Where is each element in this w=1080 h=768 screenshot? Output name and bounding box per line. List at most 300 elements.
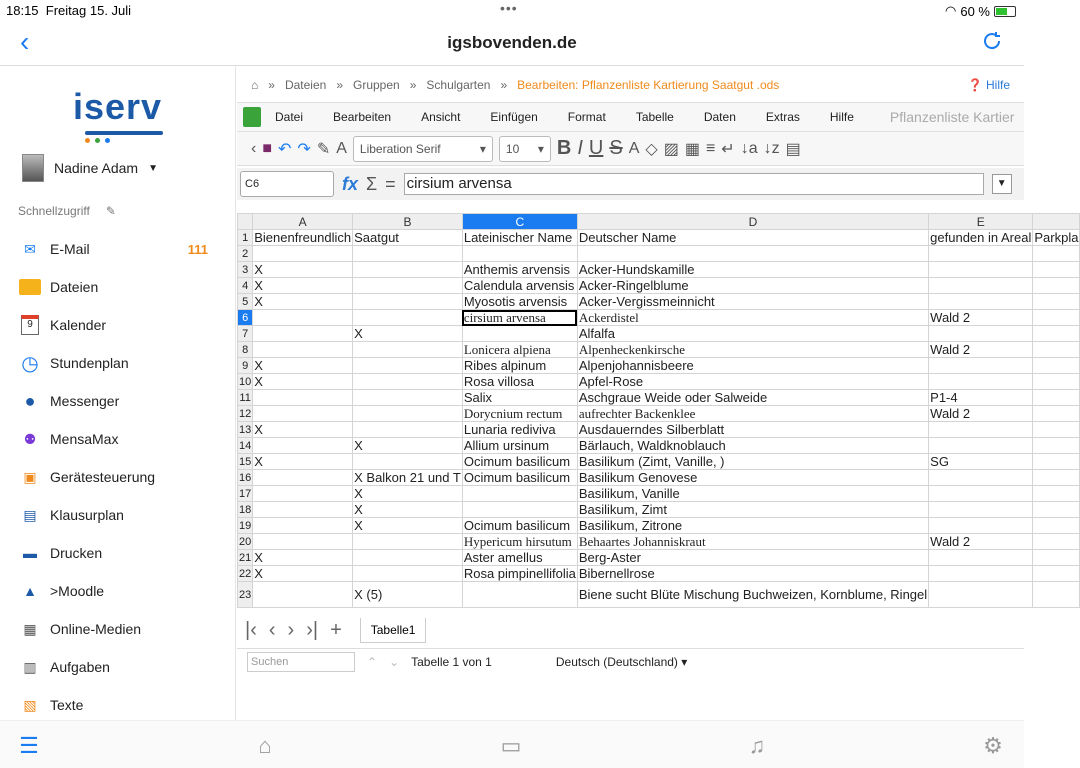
cell[interactable]: Basilikum, Zimt [577,502,928,518]
row-header[interactable]: 10 [239,375,252,388]
cell[interactable] [462,246,577,262]
menu-view[interactable]: Ansicht [421,110,461,124]
strikethrough-icon[interactable]: S [609,137,623,159]
name-box[interactable]: C6 [240,171,334,197]
table-row [238,502,1080,518]
cell[interactable]: Saatgut [353,230,463,246]
cell[interactable]: X [353,502,463,518]
menu-file[interactable]: Datei [275,110,304,124]
cell[interactable]: Basilikum (Zimt, Vanille, ) [577,454,928,470]
column-header[interactable]: D [577,214,928,230]
row-header[interactable]: 14 [239,439,252,452]
quick-access [18,204,116,218]
cell[interactable]: Behaartes Johanniskraut [577,534,928,550]
cell[interactable] [462,502,577,518]
printer-icon: ▬ [23,545,37,561]
cell[interactable] [353,278,463,294]
table-row [238,278,1080,294]
cell[interactable]: Basilikum, Vanille [577,486,928,502]
cell[interactable]: X [253,262,353,278]
cell[interactable] [353,262,463,278]
cell[interactable] [1033,342,1080,358]
formula-equals-icon[interactable]: = [385,173,396,194]
column-header[interactable]: B [353,214,463,230]
battery-percent: 60 % [960,3,990,19]
cell[interactable] [929,550,1033,566]
sort-descending-icon[interactable]: ↓z [763,139,780,157]
cell[interactable] [1033,518,1080,534]
clear-formatting-icon[interactable]: A [336,139,347,157]
home-icon[interactable]: ⌂ [251,78,259,92]
cell[interactable] [1033,326,1080,342]
help-link[interactable] [968,78,1010,92]
cell[interactable]: X [353,438,463,454]
sidebar-item-timetable[interactable] [18,344,228,382]
cell[interactable] [929,470,1033,486]
browser-navbar [0,20,1024,66]
cell[interactable]: Allium ursinum [462,438,577,454]
clone-formatting-icon[interactable]: ✎ [316,140,331,158]
table-row [238,262,1080,278]
cell[interactable]: Basilikum Genovese [577,470,928,486]
cell[interactable] [929,326,1033,342]
cell[interactable]: Wald 2 [929,342,1033,358]
cell[interactable]: X [353,486,463,502]
row-header[interactable]: 6 [238,310,253,326]
cell[interactable] [577,246,928,262]
table-row [238,534,1080,550]
cell[interactable] [253,246,353,262]
cell[interactable] [1033,262,1080,278]
cell[interactable]: Deutscher Name [577,230,928,246]
spreadsheet-grid [237,213,1080,608]
cell[interactable]: Berg-Aster [577,550,928,566]
cell[interactable] [929,486,1033,502]
cell[interactable] [1033,406,1080,422]
sidebar-item-label: Dateien [50,279,99,295]
cell[interactable]: Ausdauerndes Silberblatt [577,422,928,438]
sidebar-item-label: Texte [50,697,84,713]
help-label: Hilfe [985,78,1010,92]
cell[interactable] [353,566,463,582]
cell[interactable] [462,582,577,608]
table-row [238,342,1080,358]
sidebar [0,66,236,720]
cell[interactable] [1033,582,1080,608]
cell[interactable] [253,342,353,358]
cell[interactable] [353,374,463,390]
cell[interactable]: Aster amellus [462,550,577,566]
row-header[interactable]: 7 [238,326,253,342]
iserv-logo[interactable]: iserv [73,86,165,138]
row-header[interactable]: 12 [239,407,252,420]
table-row [238,454,1080,470]
cell[interactable]: Lateinischer Name [462,230,577,246]
cell[interactable]: P1-4 [929,390,1033,406]
sheet-tab[interactable]: Tabelle1 [360,618,427,643]
sidebar-item-devices[interactable] [18,458,228,496]
row-header[interactable]: 23 [238,582,253,608]
cell[interactable] [929,566,1033,582]
cell[interactable] [1033,374,1080,390]
menu-insert[interactable]: Einfügen [490,110,538,124]
sidebar-item-print[interactable] [18,534,228,572]
breadcrumb-item[interactable]: Gruppen [353,78,400,92]
cell[interactable]: Dorycnium rectum [462,406,577,422]
cell[interactable] [253,438,353,454]
cell[interactable] [1033,422,1080,438]
last-sheet-icon[interactable]: ›| [306,618,319,641]
background-color-icon[interactable]: ▨ [663,140,679,158]
sort-ascending-icon[interactable]: ↓a [740,139,758,157]
cell[interactable] [462,326,577,342]
main-content [237,66,1079,720]
function-wizard-icon[interactable]: fx [342,173,359,194]
table-row [238,374,1080,390]
cell[interactable]: gefunden in Areal [930,229,1032,245]
cell[interactable]: Acker-Ringelblume [577,278,928,294]
cell[interactable]: Alfalfa [577,326,928,342]
column-header[interactable]: E [929,214,1033,230]
cell[interactable]: X [253,358,353,374]
cell[interactable]: Rosa pimpinellifolia [463,565,576,581]
font-size-value: 10 [505,141,520,156]
cell[interactable] [353,454,463,470]
table-row [238,310,1080,326]
borders-icon[interactable]: ▦ [684,140,700,158]
sidebar-item-label: >Moodle [50,583,105,599]
row-header[interactable]: 3 [238,262,253,278]
cell[interactable] [353,294,463,310]
cell[interactable]: Acker-Hundskamille [577,262,928,278]
table-row [238,438,1080,454]
menu-edit[interactable]: Bearbeiten [333,110,392,124]
cell[interactable]: Parkpla [1034,229,1079,245]
cell[interactable] [353,406,463,422]
insert-table-icon[interactable]: ▤ [785,140,801,158]
expand-formula-icon[interactable]: ▼ [992,174,1012,194]
table-row [238,566,1080,582]
sidebar-item-label: MensaMax [50,431,119,447]
cell[interactable] [1033,550,1080,566]
cell[interactable] [353,310,463,326]
chevron-left-icon[interactable]: ‹ [251,139,257,157]
calc-app-icon [243,107,261,127]
cell[interactable]: Ocimum basilicum [462,470,577,486]
row-header[interactable]: 1 [238,230,253,246]
cell[interactable]: X Balkon 21 und T [354,469,461,485]
corner-cell[interactable] [238,214,253,230]
underline-icon[interactable]: U [588,137,604,159]
add-sheet-icon[interactable]: + [330,618,342,641]
cell[interactable]: Wald 2 [929,406,1033,422]
cell[interactable] [1033,438,1080,454]
cell[interactable]: X [253,278,353,294]
redo-icon[interactable]: ↷ [297,140,311,158]
cell[interactable]: X [253,422,353,438]
cell[interactable]: SG [929,454,1033,470]
sidebar-item-exams[interactable] [18,496,228,534]
cell[interactable]: Aschgraue Weide oder Salweide [577,390,928,406]
cell[interactable] [253,502,353,518]
align-icon[interactable]: ≡ [705,139,716,157]
folder-icon [18,276,42,298]
cell[interactable]: Ackerdistel [577,310,928,326]
sidebar-item-messenger[interactable] [18,382,228,420]
chevron-down-icon: ▾ [479,141,486,156]
cell[interactable]: X [253,374,353,390]
cell[interactable]: Lunaria rediviva [462,422,577,438]
cell[interactable]: Basilikum, Zitrone [577,518,928,534]
row-header[interactable]: 19 [239,519,252,532]
sidebar-item-tasks[interactable] [18,648,228,686]
font-name-value: Liberation Serif [359,141,441,156]
cell[interactable]: Anthemis arvensis [462,262,577,278]
sidebar-item-texts[interactable] [18,686,228,724]
cell[interactable]: Wald 2 [929,310,1033,326]
cell[interactable]: X [253,294,353,310]
cell[interactable] [929,374,1033,390]
cell[interactable]: Bienenfreundlich [254,229,352,245]
italic-icon[interactable]: I [577,137,583,159]
cell[interactable] [462,486,577,502]
cell[interactable]: Myosotis arvensis [462,294,577,310]
font-size-select[interactable] [499,136,551,162]
cell[interactable] [253,310,353,326]
cell[interactable] [929,502,1033,518]
cell[interactable] [353,342,463,358]
sidebar-item-calendar[interactable] [18,306,228,344]
row-header[interactable]: 15 [239,455,252,468]
sidebar-item-files[interactable] [18,268,228,306]
cell[interactable] [353,422,463,438]
back-icon[interactable]: ‹ [20,26,30,57]
cell[interactable]: Ribes alpinum [462,358,577,374]
menu-tools[interactable]: Extras [765,110,800,124]
cell[interactable] [253,326,353,342]
cell[interactable] [353,534,463,550]
cell[interactable]: X (5) [353,582,463,608]
status-bar [0,0,1024,20]
avatar [22,154,44,182]
sidebar-item-label: Kalender [50,317,107,333]
font-name-select[interactable] [353,136,493,162]
row-header[interactable]: 16 [239,471,252,484]
cell[interactable] [929,358,1033,374]
url-label: igsbovenden.de [447,33,577,52]
sidebar-item-email[interactable] [18,230,228,268]
cell[interactable] [253,486,353,502]
font-color-icon[interactable]: A [628,139,640,157]
cell[interactable]: Biene sucht Blüte Mischung Buchweizen, Kornblume, Ringel [577,582,928,608]
cell[interactable]: X [353,326,463,342]
cell[interactable] [929,438,1033,454]
cell[interactable] [1033,278,1080,294]
sidebar-item-moodle[interactable] [18,572,228,610]
cell[interactable]: X [253,550,353,566]
bell-icon[interactable]: ♫ [748,733,766,758]
cell[interactable] [1033,390,1080,406]
formula-input[interactable]: cirsium arvensa [404,173,984,195]
sidebar-item-media[interactable] [18,610,228,648]
cell[interactable] [1033,534,1080,550]
cell[interactable] [253,534,353,550]
save-icon[interactable]: ■ [262,139,272,157]
cell[interactable] [253,582,353,608]
menu-help[interactable]: Hilfe [829,110,854,124]
cell[interactable] [929,278,1033,294]
reload-icon[interactable] [980,29,1004,53]
table-row [238,422,1080,438]
multitask-dots-icon[interactable]: ••• [500,0,518,16]
wifi-icon: ◠ [945,3,957,18]
chevron-down-icon: ▾ [537,141,544,156]
row-header[interactable]: 8 [238,342,253,358]
sheet-tabs-bar [237,616,1024,644]
cell[interactable] [1033,566,1080,582]
cell[interactable] [929,582,1033,608]
row-header[interactable]: 18 [239,503,252,516]
cell[interactable] [929,518,1033,534]
cell[interactable] [353,358,463,374]
table-row [238,326,1080,342]
cell[interactable]: Apfel-Rose [577,374,928,390]
column-header[interactable]: A [253,214,353,230]
language-value: Deutsch (Deutschland) [555,654,678,669]
row-header[interactable]: 2 [238,246,253,262]
document-title: Pflanzenliste Kartier [889,109,1015,125]
cell[interactable]: cirsium arvensa [462,310,577,326]
cell[interactable]: X [353,518,463,534]
document-icon: ▧ [23,696,37,713]
cell[interactable]: Bibernellrose [577,566,928,582]
row-header[interactable]: 9 [238,358,253,374]
mensamax-icon: ⚉ [23,430,37,447]
next-sheet-icon[interactable]: › [287,618,295,641]
table-row [238,550,1080,566]
cell[interactable]: Ocimum basilicum [462,518,577,534]
breadcrumb-item[interactable]: Schulgarten [426,78,491,92]
devices-icon: ▣ [23,468,37,485]
cell[interactable]: Rosa villosa [462,374,577,390]
user-name: Nadine Adam [54,160,139,176]
prev-sheet-icon[interactable]: ‹ [268,618,276,641]
table-row [238,582,1080,608]
row-header[interactable]: 21 [239,551,252,564]
cell[interactable]: X [253,454,353,470]
cell[interactable]: Acker-Vergissmeinnicht [577,294,928,310]
user-menu[interactable] [22,154,158,182]
wrap-text-icon[interactable]: ↵ [721,140,735,158]
cell[interactable] [1033,454,1080,470]
menu-sheet[interactable]: Tabelle [635,110,674,124]
menu-data[interactable]: Daten [703,110,736,124]
clock-icon: ◷ [21,352,39,375]
cell[interactable] [1033,246,1080,262]
bold-icon[interactable]: B [556,137,572,159]
cell[interactable]: X [253,566,353,582]
chat-icon[interactable]: ▭ [500,733,522,758]
settings-gear-icon[interactable]: ⚙ [983,733,1003,758]
language-select[interactable]: Deutsch (Deutschland) ▾ [555,654,688,669]
clipboard-icon: ▥ [23,658,37,675]
row-header[interactable]: 20 [239,535,252,548]
cell[interactable] [253,406,353,422]
row-header[interactable]: 4 [238,278,253,294]
cell[interactable] [1033,294,1080,310]
row-header[interactable]: 22 [239,567,252,580]
cell[interactable] [253,470,353,486]
cell[interactable]: Calendula arvensis [462,278,577,294]
table-row [238,518,1080,534]
quick-access-label: Schnellzugriff [18,204,90,218]
cell[interactable] [253,390,353,406]
cell[interactable] [1033,470,1080,486]
battery-icon [994,6,1016,17]
breadcrumb: ⌂ » Dateien » Gruppen » Schulgarten » Bearbeiten: Pflanzenliste Kartierung Saatgut .ods [251,78,780,92]
row-header[interactable]: 5 [238,294,253,310]
cell[interactable] [253,518,353,534]
cell[interactable] [1033,486,1080,502]
cell[interactable]: Alpenjohannisbeere [577,358,928,374]
home-icon[interactable]: ⌂ [258,733,272,758]
row-header[interactable]: 11 [239,391,251,404]
cell[interactable] [929,422,1033,438]
status-line [237,648,1024,674]
cell[interactable] [929,294,1033,310]
search-next-icon[interactable]: ⌄ [389,654,400,669]
menu-format[interactable]: Format [567,110,606,124]
cell[interactable]: Alpenheckenkirsche [577,342,928,358]
envelope-icon: ✉ [24,240,36,257]
cell[interactable]: Lonicera alpiena [462,342,577,358]
cell[interactable] [353,550,463,566]
cell[interactable] [929,246,1033,262]
cell[interactable] [353,390,463,406]
breadcrumb-item[interactable]: Dateien [284,78,327,92]
pencil-icon[interactable]: ✎ [105,204,116,218]
first-sheet-icon[interactable]: |‹ [245,618,257,641]
cell[interactable] [1033,310,1080,326]
status-time: 18:15 Freitag 15. Juli [6,3,132,18]
column-header[interactable]: C [462,214,577,230]
row-header[interactable]: 17 [239,487,252,500]
search-prev-icon[interactable]: ⌃ [367,654,378,669]
highlight-icon[interactable]: ◇ [645,140,658,158]
cell[interactable]: aufrechter Backenklee [577,406,928,422]
cell[interactable] [1033,502,1080,518]
cell[interactable] [929,262,1033,278]
cell[interactable]: Ocimum basilicum [462,454,577,470]
caret-down-icon: ▼ [148,162,158,174]
sum-icon[interactable]: Σ [366,173,378,194]
sidebar-item-mensamax[interactable] [18,420,228,458]
undo-icon[interactable]: ↶ [278,140,292,158]
row-header[interactable]: 13 [239,423,252,436]
cell[interactable]: Bärlauch, Waldknoblauch [577,438,928,454]
hamburger-menu-icon[interactable]: ☰ [19,733,39,758]
sidebar-item-label: Klausurplan [50,507,124,523]
cell[interactable] [1033,358,1080,374]
search-input[interactable]: Suchen [247,652,355,672]
column-header[interactable] [1033,214,1080,230]
exam-plan-icon: ▤ [23,506,37,523]
cell[interactable]: Salix [462,390,577,406]
cell[interactable]: Wald 2 [929,534,1033,550]
table-row [238,470,1080,486]
cell[interactable] [353,246,463,262]
cell[interactable]: Hypericum hirsutum [462,534,577,550]
